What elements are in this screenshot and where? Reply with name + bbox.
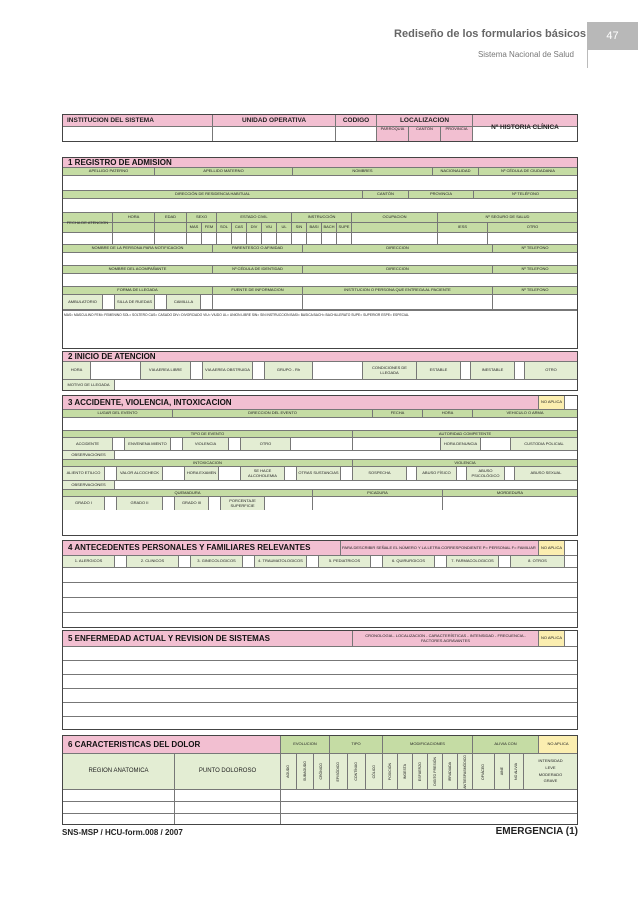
fecha-evento-label: FECHA (373, 410, 423, 417)
observaciones-label-2: OBSERVACIONES (63, 481, 115, 489)
inestable-option[interactable]: INESTABLE (471, 362, 515, 379)
tipo-evento-label: TIPO DE EVENTO (63, 431, 353, 437)
dolor-row[interactable] (281, 802, 577, 813)
notificacion-field[interactable] (63, 253, 577, 265)
punto-field[interactable] (175, 802, 281, 813)
check-box[interactable] (565, 631, 577, 646)
via-aerea-libre-option[interactable]: VIA AEREA LIBRE (141, 362, 191, 379)
cronico-label: CRÓNICO (319, 763, 324, 780)
fecha-atencion-label: FECHA DE ATENCION (63, 213, 113, 233)
mordedura-label: MORDEDURA (496, 490, 524, 495)
check-box[interactable] (505, 467, 515, 480)
posicion-label: POSICIÓN (387, 762, 392, 781)
enfermedad-line[interactable] (63, 689, 577, 702)
otro-seguro-field[interactable] (488, 233, 577, 244)
provincia-label: PROVINCIA (441, 127, 473, 141)
hora-examen-label: HORA EXAMEN (185, 467, 219, 480)
section-registro-admision (62, 157, 578, 349)
direccion-evento-label: DIRECCION DEL EVENTO (173, 410, 373, 417)
nombre-completo-field[interactable] (63, 176, 577, 190)
sub-mas: MAS (187, 223, 202, 232)
check-box[interactable] (565, 396, 577, 409)
enfermedad-note: CRONOLOGIA - LOCALIZACION - CARACTERÍSTICAS - INTENSIDAD - FRECUENCIA - FACTORES AGRAVANTES (353, 631, 539, 646)
motivo-llegada-label: MOTIVO DE LLEGADA (63, 380, 115, 390)
section-enfermedad-actual (62, 630, 578, 730)
esfuerzo-label: ESFUERZO (417, 761, 422, 782)
lugar-evento-label: LUGAR DEL EVENTO (63, 410, 173, 417)
acompanante-field[interactable] (63, 274, 577, 286)
alivia-con-label: ALIVIA CON (473, 736, 539, 753)
no-alivia-label: NO ALIVIA (514, 763, 519, 780)
historia-clinica-label: Nº HISTORIA CLÍNICA (491, 124, 559, 132)
region-anatomica-label: REGION ANATOMICA (63, 754, 175, 789)
autoridad-label: AUTORIDAD COMPETENTE (438, 431, 492, 436)
check-box[interactable] (155, 295, 167, 309)
punto-field[interactable] (175, 814, 281, 824)
no-aplica-3: NO APLICA (539, 396, 565, 409)
porcentaje-field[interactable] (265, 497, 313, 510)
aliento-etilico-option[interactable]: ALIENTO ETILICO (63, 467, 105, 480)
sub-basi: BASI (307, 223, 322, 232)
check-box[interactable] (191, 362, 203, 379)
fuente-field[interactable] (213, 295, 303, 309)
institucion-persona-field[interactable] (303, 295, 493, 309)
direccion-acomp-label: DIRECCION (303, 266, 493, 273)
grave-label: GRAVE (543, 778, 558, 784)
colico-label: CÓLICO (371, 764, 376, 779)
check-box[interactable] (285, 467, 297, 480)
check-box[interactable] (457, 467, 467, 480)
section-5-title: 5 ENFERMEDAD ACTUAL Y REVISION DE SISTEMAS (63, 631, 353, 646)
custodia-policial-option[interactable]: CUSTODIA POLICIAL (511, 438, 577, 450)
region-field[interactable] (63, 802, 175, 813)
nombres-label: NOMBRES (293, 168, 433, 175)
autoridad-field[interactable] (353, 438, 441, 450)
condiciones-llegada-label: CONDICIONES DE LLEGADA (363, 362, 417, 379)
sub-cas: CAS (232, 223, 247, 232)
institucion-field[interactable] (63, 127, 213, 141)
no-aplica-4: NO APLICA (539, 541, 565, 555)
hora-inicio-label: HORA (63, 362, 91, 379)
direccion-notif-label: DIRECCION (303, 245, 493, 252)
grupo-rh-label: GRUPO - Rh (265, 362, 313, 379)
form-code: SNS-MSP / HCU-form.008 / 2007 (62, 828, 183, 837)
continuo-label: CONTÍNUO (354, 762, 359, 781)
telefono-inst-label: Nº TELEFONO (521, 287, 549, 293)
check-box[interactable] (277, 233, 292, 244)
check-box[interactable] (515, 362, 525, 379)
hora-examen-field[interactable] (219, 467, 241, 480)
check-box[interactable] (341, 467, 353, 480)
iess-label: IESS (438, 223, 488, 232)
evento-field[interactable] (63, 418, 577, 430)
grupo-rh-field[interactable] (313, 362, 363, 379)
hora-denuncia-field[interactable] (481, 438, 511, 450)
page-number: 47 (587, 22, 638, 50)
region-field[interactable] (63, 790, 175, 801)
check-box[interactable] (371, 556, 383, 567)
observaciones-field-2[interactable] (115, 481, 577, 489)
telefono-notif-label: Nº TELEFONO (521, 245, 549, 251)
check-box[interactable] (113, 438, 125, 450)
sub-sol: SOL (217, 223, 232, 232)
canton-label-s1: CANTÓN (363, 191, 409, 198)
abuso-psicologico-option[interactable]: ABUSO PSICOLÓGICO (467, 467, 505, 480)
via-aerea-obstruida-option[interactable]: VIA AEREA OBSTRUIDA (203, 362, 253, 379)
leve-label: LEVE (545, 764, 556, 770)
check-box[interactable] (322, 233, 337, 244)
picadura-label: PICADURA (313, 490, 443, 496)
no-aplica-6: NO APLICA (539, 736, 577, 753)
section-caracteristicas-dolor (62, 735, 578, 825)
region-field[interactable] (63, 814, 175, 824)
aine-label: AINE (499, 767, 504, 776)
alcocheck-field[interactable] (163, 467, 185, 480)
direccion-label: DIRECCIÓN DE RESIDENCIA HABITUAL (63, 191, 363, 198)
notificacion-label: NOMBRE DE LA PERSONA PARA NOTIFICACION (63, 245, 213, 252)
section-6-title: 6 CARACTERISTICAS DEL DOLOR (63, 736, 281, 753)
check-box[interactable] (229, 438, 241, 450)
section-antecedentes (62, 540, 578, 628)
ocupacion-label: OCUPACION (352, 213, 438, 222)
check-box[interactable] (307, 556, 319, 567)
hora-denuncia-label: HORA DENUNCIA (441, 438, 481, 450)
picadura-field[interactable] (313, 497, 443, 510)
dolor-row[interactable] (281, 790, 577, 801)
ambulatorio-option[interactable]: AMBULATORIO (63, 295, 103, 309)
check-box[interactable] (243, 556, 255, 567)
violencia-section-label: VIOLENCIA (454, 460, 476, 465)
sub-bach: BACH (322, 223, 337, 232)
otro-evento-field[interactable] (291, 438, 353, 450)
antiespasmodico-label: ANTIESPASMÓDICO (462, 754, 467, 789)
check-box[interactable] (262, 233, 277, 244)
subagudo-label: SUBAGUDO (302, 761, 307, 782)
check-box[interactable] (247, 233, 262, 244)
digito-presion-label: DIGITO PRESIÓN (432, 757, 437, 786)
opiaceo-label: OPIÁCEO (481, 763, 486, 780)
check-box[interactable] (171, 438, 183, 450)
sub-ul: UL (277, 223, 292, 232)
page-header-title: Rediseño de los formularios básicos (394, 28, 586, 40)
unidad-field[interactable] (213, 127, 336, 141)
irradiada-label: IRRADIADA (447, 761, 452, 782)
edad-label: EDAD (155, 213, 187, 222)
check-box[interactable] (337, 233, 352, 244)
instruccion-label: INSTRUCCIÓN (292, 213, 352, 222)
localizacion-label: LOCALIZACION (377, 115, 473, 126)
antecedente-2-label: 2. CLINICOS (127, 556, 179, 567)
check-box[interactable] (209, 497, 221, 510)
ocupacion-field[interactable] (352, 233, 438, 244)
estado-civil-label: ESTADO CIVIL (217, 213, 292, 222)
check-box[interactable] (187, 233, 202, 244)
sexo-label: SEXO (187, 213, 217, 222)
check-box[interactable] (232, 233, 247, 244)
apellido-paterno-label: APELLIDO PATERNO (63, 168, 155, 175)
enfermedad-line[interactable] (63, 703, 577, 716)
codigo-label: CODIGO (336, 115, 377, 126)
silla-ruedas-option[interactable]: SILLA DE RUEDAS (115, 295, 155, 309)
check-box[interactable] (292, 233, 307, 244)
unidad-label: UNIDAD OPERATIVA (213, 115, 336, 126)
check-box[interactable] (105, 467, 117, 480)
cedula-identidad-label: Nº CÉDULA DE IDENTIDAD (213, 266, 303, 273)
acompanante-label: NOMBRE DEL ACOMPAÑANTE (63, 266, 213, 273)
antecedentes-line[interactable] (63, 613, 577, 627)
provincia-label-s1: PROVINCIA (409, 191, 474, 198)
edad-field[interactable] (155, 233, 187, 244)
forma-llegada-label: FORMA DE LLEGADA (63, 287, 213, 294)
section-2-title: 2 INICIO DE ATENCION (68, 352, 156, 361)
moderado-label: MODERADO (538, 771, 563, 777)
antecedente-5-label: 5. PEDIATRICOS (319, 556, 371, 567)
estable-option[interactable]: ESTABLE (417, 362, 461, 379)
form-name: EMERGENCIA (1) (495, 826, 578, 837)
sub-sin: SIN (292, 223, 307, 232)
check-box[interactable] (202, 233, 217, 244)
episodico-label: EPISÓDICO (336, 761, 341, 782)
intensidad-label: INTENSIDAD (538, 758, 563, 764)
envenenamiento-option[interactable]: ENVENENA MIENTO (125, 438, 171, 450)
otro-evento-option[interactable]: OTRO (241, 438, 291, 450)
antecedente-4-label: 4. TRAUMATOLOGICOS (255, 556, 307, 567)
check-box[interactable] (217, 233, 232, 244)
check-box[interactable] (435, 556, 447, 567)
check-box[interactable] (407, 467, 417, 480)
antecedente-6-label: 6. QUIRURGICOS (383, 556, 435, 567)
porcentaje-label: PORCENTAJE SUPERFICIE (221, 497, 265, 510)
violencia-option[interactable]: VIOLENCIA (183, 438, 229, 450)
accidente-option[interactable]: ACCIDENTE (63, 438, 113, 450)
check-box[interactable] (565, 556, 577, 567)
check-box[interactable] (163, 497, 175, 510)
vehiculo-arma-label: VEHICULO O ARMA (506, 410, 544, 416)
enfermedad-line[interactable] (63, 675, 577, 688)
section-3-title: 3 ACCIDENTE, VIOLENCIA, INTOXICACION (63, 396, 539, 409)
grado-2-option[interactable]: GRADO II (117, 497, 163, 510)
motivo-llegada-field[interactable] (115, 380, 577, 390)
check-box[interactable] (253, 362, 265, 379)
alcoholemia-option[interactable]: SE HACE ALCOHOLEMIA (241, 467, 285, 480)
otro-condicion-option[interactable]: OTRO (525, 362, 577, 379)
abuso-fisico-option[interactable]: ABUSO FÍSICO (417, 467, 457, 480)
sospecha-option[interactable]: SOSPECHA (353, 467, 407, 480)
tipo-dolor-label: TIPO (330, 736, 383, 753)
punto-field[interactable] (175, 790, 281, 801)
institution-frame (62, 114, 578, 142)
iess-field[interactable] (438, 233, 488, 244)
check-box[interactable] (115, 556, 127, 567)
institucion-persona-label: INSTITUCION O PERSONA QUE ENTREGA AL PACIENTE (303, 287, 493, 294)
sub-div: DIV (247, 223, 262, 232)
mordedura-field[interactable] (443, 497, 577, 510)
fuente-info-label: FUENTE DE INFORMACION (213, 287, 303, 294)
valor-alcocheck-label: VALOR ALCOCHECK (117, 467, 163, 480)
observaciones-field[interactable] (115, 451, 577, 459)
section-accidente-violencia (62, 395, 578, 536)
section-4-title: 4 ANTECEDENTES PERSONALES Y FAMILIARES RELEVANTES (63, 541, 341, 555)
check-box[interactable] (565, 541, 577, 555)
check-box[interactable] (307, 233, 322, 244)
nacionalidad-label: NACIONALIDAD (433, 168, 479, 175)
quemadura-label: QUEMADURA (63, 490, 313, 496)
historia-clinica-field[interactable] (473, 127, 577, 141)
camilla-option[interactable]: CAMILLLA (167, 295, 201, 309)
evolucion-label: EVOLUCION (281, 736, 330, 753)
hora-evento-label: HORA (423, 410, 473, 417)
check-box[interactable] (461, 362, 471, 379)
telefono-label: Nº TELÉFONO (512, 191, 539, 197)
apellido-materno-label: APELLIDO MATERNO (155, 168, 293, 175)
institucion-label: INSTITUCION DEL SISTEMA (63, 115, 213, 126)
sub-fem: FEM (202, 223, 217, 232)
antecedente-8-label: 8. OTROS (511, 556, 565, 567)
page-header-subtitle: Sistema Nacional de Salud (477, 50, 574, 59)
abuso-sexual-option[interactable]: ABUSO SEXUAL (515, 467, 577, 480)
check-box[interactable] (499, 556, 511, 567)
parroquia-label: PARROQUIA (377, 127, 409, 141)
antecedentes-note: PARA DESCRIBIR SEÑALE EL NÚMERO Y LA LETRA CORRESPONDIENTE P= PERSONAL F= FAMILIAR (341, 541, 539, 555)
grado-3-option[interactable]: GRADO III (175, 497, 209, 510)
punto-doloroso-label: PUNTO DOLOROSO (175, 754, 281, 789)
telefono-acomp-label: Nº TELEFONO (521, 266, 549, 272)
check-box[interactable] (105, 497, 117, 510)
grado-1-option[interactable]: GRADO I (63, 497, 105, 510)
ingesta-label: INGESTA (402, 763, 407, 780)
cedula-label: Nº CÉDULA DE CIUDADANIA (501, 168, 555, 174)
intoxicacion-label: INTOXICACION (63, 460, 353, 466)
enfermedad-line[interactable] (63, 647, 577, 660)
hora-inicio-field[interactable] (91, 362, 141, 379)
antecedente-7-label: 7. FARMACOLOGICOS (447, 556, 499, 567)
parentesco-label: PARENTESCO O AFINIDAD (213, 245, 303, 252)
seguro-label: Nº SEGURO DE SALUD (485, 214, 530, 220)
section-1-title: 1 REGISTRO DE ADMISION (68, 158, 172, 167)
agudo-label: AGUDO (286, 765, 291, 778)
observaciones-label: OBSERVACIONES (63, 451, 115, 459)
codigo-field[interactable] (336, 127, 377, 141)
antecedentes-line[interactable] (63, 568, 577, 582)
antecedente-1-label: 1. ALERGICOS (63, 556, 115, 567)
hora-label: HORA (113, 213, 155, 222)
sub-viu: VIU (262, 223, 277, 232)
canton-label: CANTÓN (409, 127, 441, 141)
header-divider (587, 50, 588, 68)
modificaciones-label: MODIFICACIONES (383, 736, 473, 753)
direccion-field[interactable] (63, 199, 577, 212)
section-inicio-atencion (62, 351, 578, 391)
check-box[interactable] (201, 295, 213, 309)
no-aplica-5: NO APLICA (539, 631, 565, 646)
antecedente-3-label: 3. GINECOLOGICOS (191, 556, 243, 567)
dolor-row[interactable] (281, 814, 577, 824)
fecha-field[interactable] (63, 233, 113, 244)
sub-supe: SUPE (337, 223, 352, 232)
telefono-inst-field[interactable] (493, 295, 577, 309)
enfermedad-line[interactable] (63, 717, 577, 729)
antecedentes-line[interactable] (63, 598, 577, 612)
check-box[interactable] (179, 556, 191, 567)
abbreviations-legend: MAS= MASCULINO FEM= FEMENINO SOL= SOLTERO CAS= CASADO DIV= DIVORCIADO VIU= VIUDO UL= UNION LIBRE SIN= SIN INSTRUCCION BASI= BASICA BACH= BACHILLERATO SUPE= SUPERIOR ESPE= ESPECIAL (64, 312, 409, 317)
enfermedad-line[interactable] (63, 661, 577, 674)
hora-field[interactable] (113, 233, 155, 244)
antecedentes-line[interactable] (63, 583, 577, 597)
otras-sustancias-option[interactable]: OTRAS SUSTANCIAS (297, 467, 341, 480)
otro-seguro-label: OTRO (526, 224, 539, 230)
check-box[interactable] (103, 295, 115, 309)
